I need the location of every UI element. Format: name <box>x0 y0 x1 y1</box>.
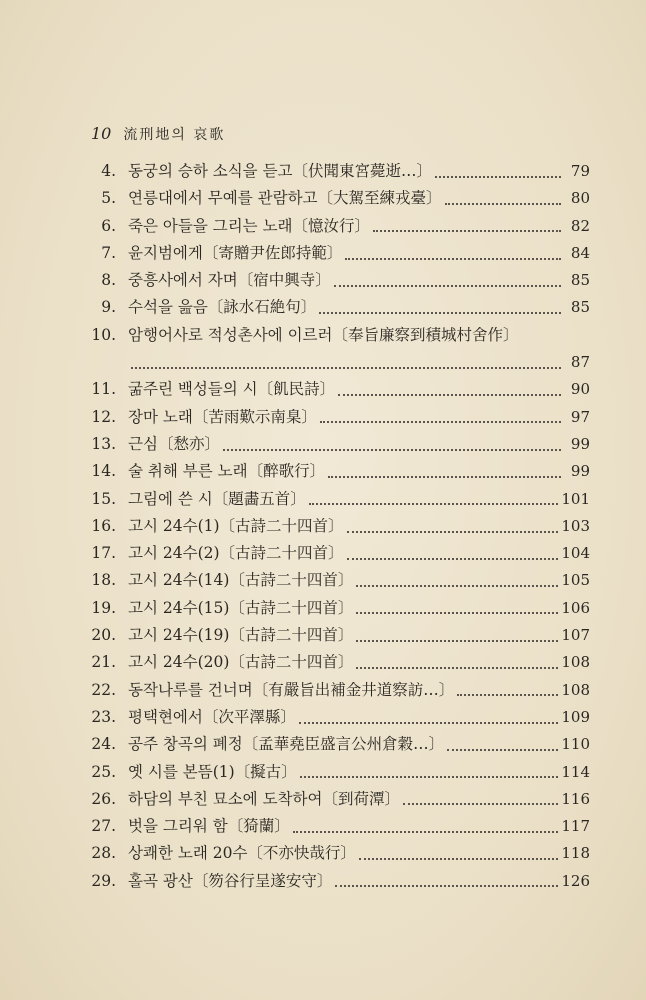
entry-title: 고시 24수(2)〔古詩二十四首〕 <box>128 544 344 563</box>
toc-entry <box>78 540 590 567</box>
entry-number: 19. <box>91 598 116 617</box>
entry-page: 97 <box>570 407 590 426</box>
dot-leader <box>131 367 561 369</box>
dot-leader <box>293 831 559 833</box>
toc-entry <box>78 294 590 321</box>
toc-entry <box>78 567 590 594</box>
dot-leader <box>334 285 561 287</box>
dot-leader <box>435 176 561 178</box>
dot-leader <box>403 803 558 805</box>
entry-page: 90 <box>570 380 590 399</box>
dot-leader <box>347 531 559 533</box>
book-title: 流刑地의 哀歌 <box>123 127 226 143</box>
entry-number: 6. <box>101 216 116 235</box>
toc-entry <box>78 213 590 240</box>
dot-leader <box>223 449 561 451</box>
toc-entry <box>78 185 590 212</box>
entry-number: 15. <box>91 489 116 508</box>
entry-page: 85 <box>570 271 590 290</box>
entry-number: 11. <box>91 380 116 399</box>
dot-leader <box>356 612 558 614</box>
toc-entry <box>78 486 590 513</box>
entry-title: 술 취해 부른 노래〔醉歌行〕 <box>128 462 326 481</box>
entry-title: 굶주린 백성들의 시〔飢民詩〕 <box>128 380 336 399</box>
table-of-contents <box>78 158 590 895</box>
toc-entry <box>78 240 590 267</box>
running-header <box>91 124 225 144</box>
entry-number: 26. <box>91 789 116 808</box>
entry-number: 8. <box>101 271 116 290</box>
toc-entry-continuation <box>78 349 590 376</box>
entry-page: 114 <box>561 762 590 781</box>
dot-leader <box>299 722 558 724</box>
entry-number: 7. <box>101 243 116 262</box>
entry-title: 장마 노래〔苦雨歎示南臬〕 <box>128 407 317 426</box>
entry-page: 103 <box>561 516 590 535</box>
entry-title: 고시 24수(15)〔古詩二十四首〕 <box>128 598 354 617</box>
toc-entry <box>78 322 590 349</box>
dot-leader <box>373 230 561 232</box>
entry-number: 10. <box>91 325 116 344</box>
entry-number: 16. <box>91 516 116 535</box>
entry-title: 고시 24수(1)〔古詩二十四首〕 <box>128 516 344 535</box>
entry-page: 106 <box>561 598 590 617</box>
entry-page: 110 <box>561 735 590 754</box>
entry-number: 21. <box>91 653 116 672</box>
toc-entry <box>78 813 590 840</box>
toc-entry <box>78 731 590 758</box>
entry-number: 22. <box>91 680 116 699</box>
entry-title: 벗을 그리워 함〔猗蘭〕 <box>128 817 290 836</box>
entry-number: 24. <box>91 735 116 754</box>
entry-page: 116 <box>561 789 590 808</box>
entry-number: 12. <box>91 407 116 426</box>
entry-page: 84 <box>570 243 590 262</box>
entry-page: 80 <box>570 189 590 208</box>
entry-title: 근심〔愁亦〕 <box>128 434 220 453</box>
entry-title: 동작나루를 건너며〔有嚴旨出補金井道察訪…〕 <box>128 680 455 699</box>
dot-leader <box>328 476 561 478</box>
toc-entry <box>78 677 590 704</box>
toc-entry <box>78 868 590 895</box>
dot-leader <box>347 558 559 560</box>
dot-leader <box>320 421 561 423</box>
entry-title: 죽은 아들을 그리는 노래〔憶汝行〕 <box>128 216 371 235</box>
dot-leader <box>445 203 561 205</box>
entry-number: 28. <box>91 844 116 863</box>
toc-entry <box>78 595 590 622</box>
entry-number: 4. <box>101 162 116 180</box>
dot-leader <box>345 258 561 260</box>
entry-page: 87 <box>570 353 590 372</box>
toc-entry <box>78 759 590 786</box>
toc-entry <box>78 786 590 813</box>
toc-entry <box>78 267 590 294</box>
entry-title: 하담의 부친 묘소에 도착하여〔到荷潭〕 <box>128 789 400 808</box>
toc-entry <box>78 704 590 731</box>
entry-title: 윤지범에게〔寄贈尹佐郎持範〕 <box>128 243 343 262</box>
dot-leader <box>319 312 561 314</box>
dot-leader <box>356 640 558 642</box>
entry-title: 옛 시를 본뜸(1)〔擬古〕 <box>128 762 297 781</box>
entry-page: 108 <box>561 680 590 699</box>
entry-number: 14. <box>91 462 116 481</box>
dot-leader <box>309 503 559 505</box>
entry-number: 20. <box>91 626 116 645</box>
entry-number: 25. <box>91 762 116 781</box>
entry-page: 126 <box>561 871 590 890</box>
entry-number: 5. <box>101 189 116 208</box>
entry-title: 중흥사에서 자며〔宿中興寺〕 <box>128 271 331 290</box>
toc-entry <box>78 376 590 403</box>
dot-leader <box>300 776 559 778</box>
toc-entry <box>78 458 590 485</box>
entry-number: 18. <box>91 571 116 590</box>
toc-entry <box>78 404 590 431</box>
entry-page: 118 <box>561 844 590 863</box>
dot-leader <box>359 858 558 860</box>
toc-entry <box>78 649 590 676</box>
entry-page: 99 <box>570 462 590 481</box>
dot-leader <box>457 694 558 696</box>
entry-number: 9. <box>101 298 116 317</box>
toc-entry <box>78 513 590 540</box>
entry-page: 117 <box>561 817 590 836</box>
toc-entry <box>78 431 590 458</box>
dot-leader <box>338 394 561 396</box>
entry-page: 107 <box>561 626 590 645</box>
entry-title: 연릉대에서 무예를 관람하고〔大駕至練戎臺〕 <box>128 189 442 208</box>
entry-number: 29. <box>91 871 116 890</box>
toc-entry <box>78 158 590 185</box>
entry-number: 23. <box>91 707 116 726</box>
entry-page: 105 <box>561 571 590 590</box>
entry-title: 홀곡 광산〔笏谷行呈遂安守〕 <box>128 871 333 890</box>
entry-number: 17. <box>91 544 116 563</box>
entry-title: 상쾌한 노래 20수〔不亦快哉行〕 <box>128 844 356 863</box>
entry-title: 고시 24수(14)〔古詩二十四首〕 <box>128 571 354 590</box>
entry-page: 104 <box>561 544 590 563</box>
entry-page: 108 <box>561 653 590 672</box>
entry-page: 79 <box>570 162 590 180</box>
page-number: 10 <box>91 124 112 143</box>
entry-title: 그림에 쓴 시〔題畵五首〕 <box>128 489 306 508</box>
entry-title: 평택현에서〔次平澤縣〕 <box>128 707 296 726</box>
dot-leader <box>356 667 558 669</box>
dot-leader <box>335 885 558 887</box>
entry-title: 암행어사로 적성촌사에 이르러〔奉旨廉察到積城村舍作〕 <box>128 325 519 344</box>
entry-title: 동궁의 승하 소식을 듣고〔伏聞東宮薨逝…〕 <box>128 162 433 180</box>
entry-number: 27. <box>91 817 116 836</box>
toc-entry <box>78 840 590 867</box>
entry-title: 공주 창곡의 폐정〔孟華堯臣盛言公州倉穀…〕 <box>128 735 445 754</box>
toc-entry <box>78 622 590 649</box>
entry-title: 수석을 읊음〔詠水石絶句〕 <box>128 298 317 317</box>
entry-title: 고시 24수(20)〔古詩二十四首〕 <box>128 653 354 672</box>
entry-page: 85 <box>570 298 590 317</box>
entry-page: 99 <box>570 434 590 453</box>
dot-leader <box>447 749 558 751</box>
entry-title: 고시 24수(19)〔古詩二十四首〕 <box>128 626 354 645</box>
entry-number: 13. <box>91 434 116 453</box>
entry-page: 109 <box>561 707 590 726</box>
dot-leader <box>356 585 558 587</box>
entry-page: 101 <box>561 489 590 508</box>
entry-page: 82 <box>570 216 590 235</box>
